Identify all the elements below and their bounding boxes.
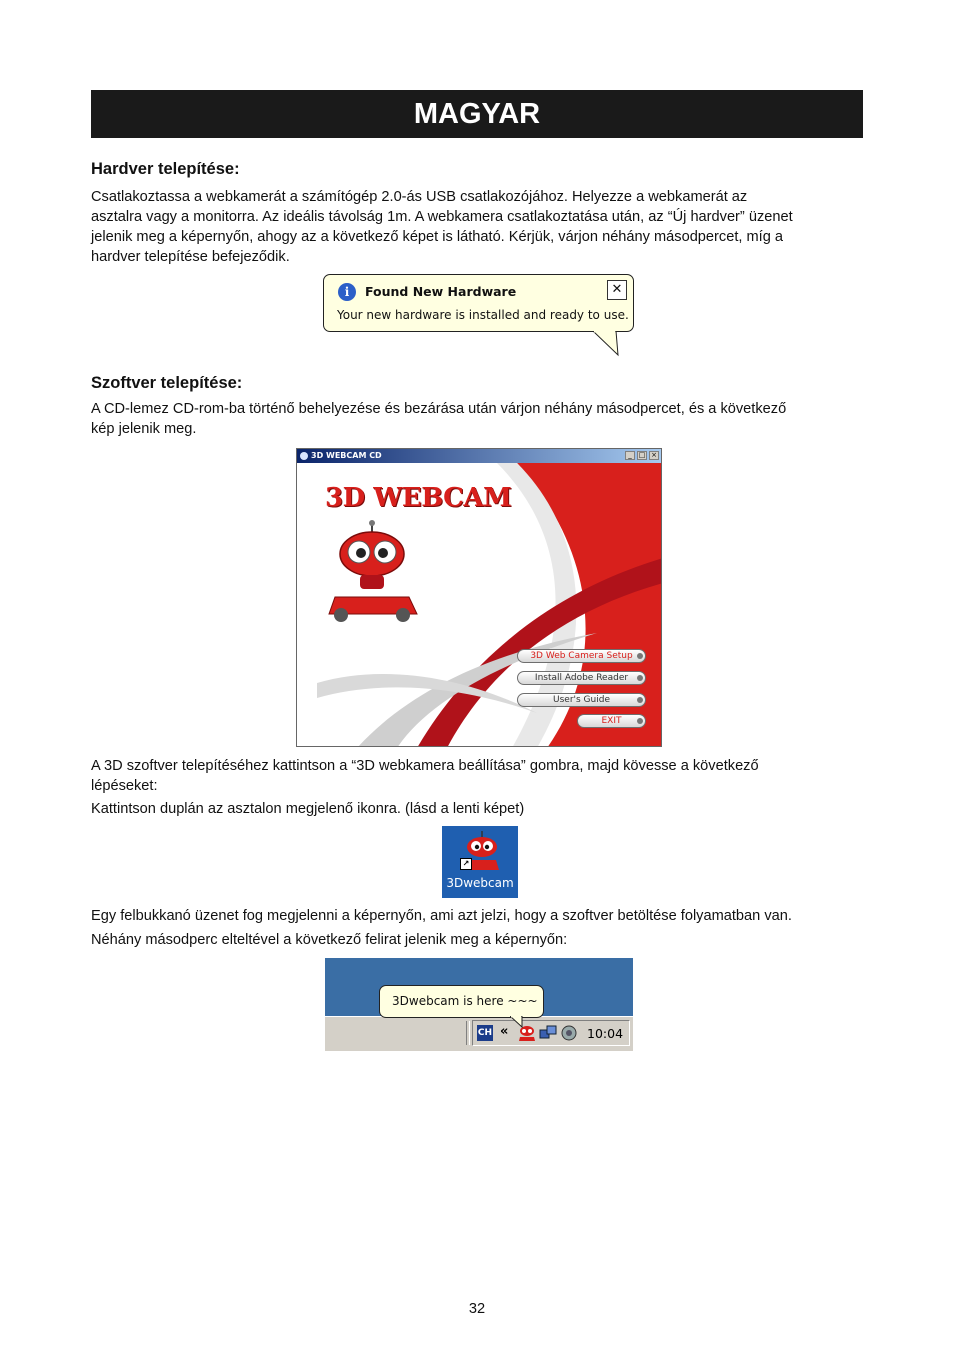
text-line: asztalra vagy a monitorra. Az ideális távolság 1m. A webkamera csatlakoztatása után, az “Új hardver” üzenet	[91, 209, 793, 225]
cd-icon	[300, 452, 308, 460]
install-adobe-reader-button[interactable]	[517, 671, 646, 685]
desktop-icon-label: 3Dwebcam	[446, 876, 514, 890]
button-label: EXIT	[601, 716, 622, 726]
window-title: 3D WEBCAM CD	[311, 451, 382, 460]
clock: 10:04	[587, 1026, 624, 1041]
double-click-instruction: Kattintson duplán az asztalon megjelenő ikonra. (lásd a lenti képet)	[91, 801, 525, 817]
users-guide-button[interactable]	[517, 693, 646, 707]
text-line: hardver telepítése befejeződik.	[91, 249, 290, 265]
hardware-heading: Hardver telepítése:	[91, 160, 240, 178]
page-number: 32	[468, 1301, 486, 1317]
seconds-note: Néhány másodperc elteltével a következő felirat jelenik meg a képernyőn:	[91, 932, 568, 948]
window-titlebar	[297, 449, 661, 463]
button-label: User's Guide	[553, 695, 610, 705]
balloon-text: Your new hardware is installed and ready to use.	[337, 308, 629, 322]
brand-logo: 3D WEBCAM	[325, 483, 512, 513]
close-button[interactable]: ×	[649, 451, 659, 460]
balloon-tail	[592, 331, 622, 357]
instructions-paragraph	[91, 756, 866, 796]
webcam-robot-icon	[327, 519, 427, 624]
found-new-hardware-balloon	[323, 274, 634, 332]
text-line: Csatlakoztassa a webkamerát a számítógép 2.0-ás USB csatlakozójához. Helyezze a webkamerát az	[91, 189, 748, 205]
close-icon[interactable]: ✕	[607, 280, 627, 300]
maximize-button[interactable]: □	[638, 451, 646, 459]
language-indicator[interactable]: CH	[477, 1025, 493, 1041]
button-label: Install Adobe Reader	[534, 673, 629, 683]
exit-button[interactable]	[577, 714, 646, 728]
text-line: A 3D szoftver telepítéséhez kattintson a “3D webkamera beállítása” gombra, majd kövesse a következő	[91, 758, 759, 774]
volume-icon[interactable]	[560, 1024, 578, 1042]
bullet-icon	[637, 675, 643, 681]
taskbar-separator	[466, 1021, 470, 1045]
software-paragraph	[91, 399, 866, 439]
bullet-icon	[637, 718, 643, 724]
hardware-paragraph	[91, 187, 866, 267]
show-hidden-icons-chevron[interactable]: «	[500, 1024, 509, 1039]
popup-note: Egy felbukkanó üzenet fog megjelenni a képernyőn, ami azt jelzi, hogy a szoftver betöltése folyamatban van.	[91, 908, 792, 924]
bullet-icon	[637, 697, 643, 703]
system-tray-screenshot	[325, 958, 633, 1051]
text-line: lépéseket:	[91, 778, 158, 794]
balloon-title: Found New Hardware	[365, 284, 517, 299]
software-heading: Szoftver telepítése:	[91, 374, 243, 392]
installer-window	[296, 448, 662, 747]
minimize-button[interactable]: _	[625, 451, 635, 460]
button-label: 3D Web Camera Setup	[530, 651, 633, 661]
text-line: A CD-lemez CD-rom-ba történő behelyezése és bezárása után várjon néhány másodpercet, és a következő	[91, 401, 787, 417]
page-title: MAGYAR	[91, 90, 863, 138]
shortcut-arrow-icon: ↗	[460, 858, 472, 870]
webcam-setup-button[interactable]	[517, 649, 646, 663]
text-line: jelenik meg a képernyőn, ahogy az a következő képet is látható. Kérjük, várjon néhány másodpercet, míg a	[91, 229, 783, 245]
tooltip-tail	[510, 1016, 526, 1028]
bullet-icon	[637, 653, 643, 659]
desktop-shortcut-3dwebcam[interactable]	[442, 826, 518, 898]
text-line: kép jelenik meg.	[91, 421, 197, 437]
network-icon[interactable]	[539, 1024, 557, 1042]
info-icon: i	[338, 283, 356, 301]
tray-tooltip: 3Dwebcam is here ~~~	[379, 985, 544, 1018]
